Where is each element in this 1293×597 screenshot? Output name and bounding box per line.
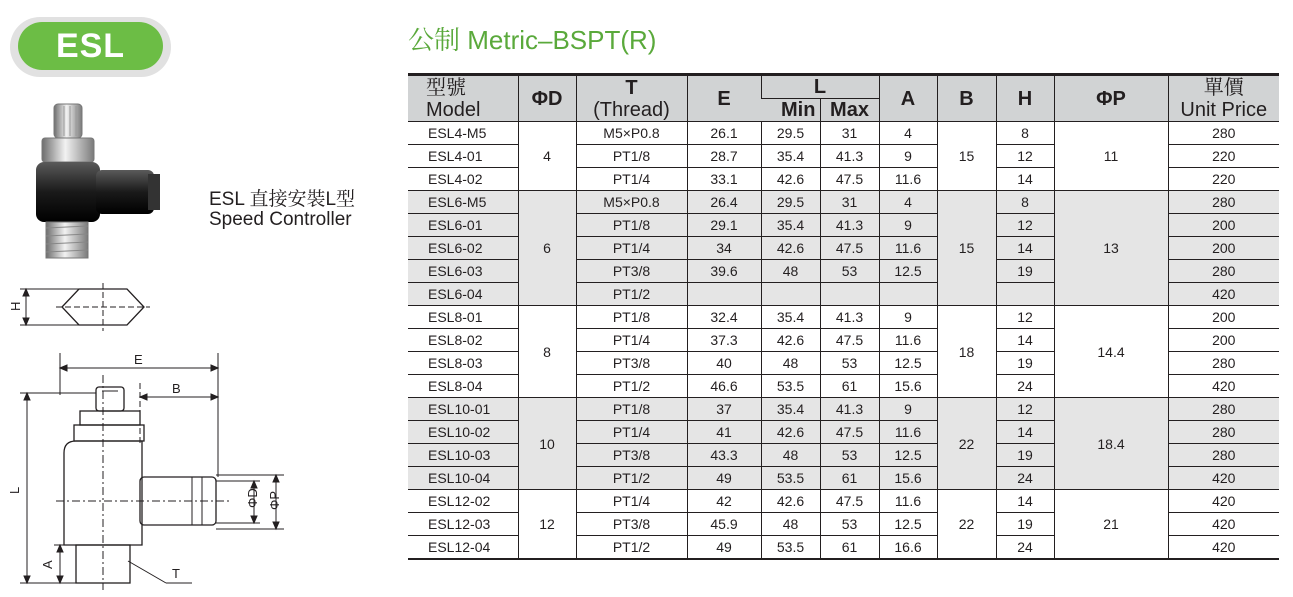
table-row [408,398,1279,421]
cell-model: ESL4-M5 [408,122,518,145]
cell-h: 14 [996,168,1054,191]
cell-h: 24 [996,536,1054,560]
cell-thread: PT3/8 [576,352,687,375]
cell-a: 15.6 [879,467,937,490]
cell-price: 200 [1168,329,1279,352]
cell-p: 13 [1054,191,1168,306]
cell-price: 420 [1168,375,1279,398]
cell-p: 21 [1054,490,1168,560]
cell-a: 11.6 [879,329,937,352]
cell-thread: PT1/8 [576,145,687,168]
cell-a: 15.6 [879,375,937,398]
cell-price: 420 [1168,490,1279,513]
cell-price: 220 [1168,168,1279,191]
cell-a: 4 [879,122,937,145]
cell-thread: PT1/2 [576,283,687,306]
header-e: E [687,75,761,122]
cell-price: 420 [1168,467,1279,490]
cell-h: 12 [996,145,1054,168]
cell-h: 14 [996,490,1054,513]
cell-l-min: 42.6 [761,421,820,444]
cell-e: 39.6 [687,260,761,283]
cell-h: 24 [996,375,1054,398]
header-b: B [937,75,996,122]
cell-d: 10 [518,398,576,490]
cell-d: 4 [518,122,576,191]
cell-a: 16.6 [879,536,937,560]
cell-a: 12.5 [879,444,937,467]
cell-model: ESL6-M5 [408,191,518,214]
cell-h: 24 [996,467,1054,490]
cell-l-min: 29.5 [761,122,820,145]
cell-l-min: 48 [761,444,820,467]
cell-price: 280 [1168,398,1279,421]
cell-l-max [820,283,879,306]
cell-e: 34 [687,237,761,260]
cell-price: 200 [1168,237,1279,260]
cell-price: 220 [1168,145,1279,168]
cell-l-min: 48 [761,352,820,375]
cell-a: 11.6 [879,490,937,513]
cell-thread: PT1/8 [576,214,687,237]
cell-l-max: 41.3 [820,306,879,329]
product-photo [30,100,190,265]
cell-e: 41 [687,421,761,444]
cell-model: ESL12-03 [408,513,518,536]
cell-h: 19 [996,444,1054,467]
cell-thread: PT1/4 [576,168,687,191]
cell-h: 14 [996,421,1054,444]
product-name [209,190,355,230]
header-l-max: Max [820,99,879,122]
cell-h: 14 [996,329,1054,352]
cell-e [687,283,761,306]
cell-b: 22 [937,398,996,490]
cell-h: 8 [996,122,1054,145]
cell-e: 46.6 [687,375,761,398]
dim-label-h: H [8,301,23,311]
cell-l-min: 53.5 [761,375,820,398]
header-d: ΦD [518,75,576,122]
cell-a: 11.6 [879,421,937,444]
cell-price: 280 [1168,352,1279,375]
dim-label-b: B [172,381,181,396]
page-title: 公制 Metric–BSPT(R) [408,25,657,55]
cell-l-min: 42.6 [761,168,820,191]
cell-b: 15 [937,191,996,306]
cell-model: ESL4-02 [408,168,518,191]
cell-h: 19 [996,352,1054,375]
cell-model: ESL8-04 [408,375,518,398]
cell-a: 9 [879,145,937,168]
cell-model: ESL10-03 [408,444,518,467]
cell-l-min: 29.5 [761,191,820,214]
dim-label-d: ΦD [245,488,260,508]
cell-h: 19 [996,260,1054,283]
cell-l-min: 42.6 [761,237,820,260]
cell-model: ESL6-01 [408,214,518,237]
cell-thread: PT3/8 [576,444,687,467]
cell-l-min: 53.5 [761,536,820,560]
table-row [408,490,1279,513]
cell-e: 32.4 [687,306,761,329]
cell-thread: PT1/4 [576,421,687,444]
dim-label-a: A [40,560,55,569]
cell-model: ESL10-01 [408,398,518,421]
header-l: L [761,75,879,99]
cell-d: 6 [518,191,576,306]
cell-l-min: 53.5 [761,467,820,490]
cell-model: ESL10-04 [408,467,518,490]
cell-l-max: 53 [820,352,879,375]
cell-a: 9 [879,214,937,237]
cell-model: ESL12-04 [408,536,518,560]
cell-l-max: 41.3 [820,145,879,168]
header-p: ΦP [1054,75,1168,122]
cell-thread: PT1/4 [576,237,687,260]
cell-thread: PT1/8 [576,306,687,329]
cell-l-min: 48 [761,513,820,536]
table-row [408,122,1279,145]
cell-l-max: 53 [820,513,879,536]
header-model: 型號 Model [408,75,518,122]
cell-l-max: 41.3 [820,398,879,421]
cell-p: 18.4 [1054,398,1168,490]
cell-model: ESL8-01 [408,306,518,329]
cell-d: 8 [518,306,576,398]
cell-thread: PT1/2 [576,536,687,560]
cell-h: 14 [996,237,1054,260]
header-l-min: Min [761,99,820,122]
cell-l-min: 35.4 [761,145,820,168]
cell-e: 42 [687,490,761,513]
cell-l-min: 35.4 [761,214,820,237]
cell-price: 200 [1168,306,1279,329]
cell-l-min: 35.4 [761,306,820,329]
cell-thread: PT1/8 [576,398,687,421]
cell-d: 12 [518,490,576,560]
cell-a: 12.5 [879,352,937,375]
dim-label-t: T [172,566,180,581]
cell-e: 37.3 [687,329,761,352]
cell-price: 280 [1168,191,1279,214]
dim-label-l: L [7,486,22,494]
cell-l-max: 61 [820,375,879,398]
cell-h [996,283,1054,306]
cell-model: ESL6-03 [408,260,518,283]
cell-l-max: 61 [820,467,879,490]
cell-a: 11.6 [879,237,937,260]
cell-price: 280 [1168,421,1279,444]
cell-l-max: 47.5 [820,329,879,352]
cell-h: 19 [996,513,1054,536]
cell-model: ESL12-02 [408,490,518,513]
cell-e: 49 [687,536,761,560]
cell-model: ESL8-02 [408,329,518,352]
cell-model: ESL8-03 [408,352,518,375]
cell-thread: M5×P0.8 [576,191,687,214]
cell-price: 200 [1168,214,1279,237]
cell-l-max: 53 [820,444,879,467]
cell-l-max: 53 [820,260,879,283]
spec-table [408,73,1279,560]
cell-l-max: 41.3 [820,214,879,237]
cell-b: 18 [937,306,996,398]
cell-model: ESL6-04 [408,283,518,306]
cell-e: 26.1 [687,122,761,145]
cell-l-max: 47.5 [820,237,879,260]
series-badge-label: ESL [18,22,163,70]
cell-model: ESL10-02 [408,421,518,444]
cell-h: 8 [996,191,1054,214]
cell-model: ESL4-01 [408,145,518,168]
dim-label-e: E [134,352,143,367]
cell-l-max: 47.5 [820,168,879,191]
cell-thread: PT3/8 [576,513,687,536]
dim-label-p: ΦP [267,490,282,510]
cell-a: 9 [879,398,937,421]
table-row [408,306,1279,329]
cell-model: ESL6-02 [408,237,518,260]
cell-e: 26.4 [687,191,761,214]
cell-l-max: 47.5 [820,490,879,513]
cell-e: 49 [687,467,761,490]
cell-b: 15 [937,122,996,191]
cell-a: 12.5 [879,513,937,536]
cell-l-max: 31 [820,122,879,145]
cell-l-max: 47.5 [820,421,879,444]
product-name-en: Speed Controller [209,209,352,230]
cell-price: 420 [1168,283,1279,306]
cell-thread: PT3/8 [576,260,687,283]
cell-thread: PT1/4 [576,490,687,513]
cell-thread: PT1/2 [576,467,687,490]
cell-p: 11 [1054,122,1168,191]
cell-a: 12.5 [879,260,937,283]
series-badge [10,17,171,77]
cell-thread: PT1/4 [576,329,687,352]
cell-e: 40 [687,352,761,375]
cell-h: 12 [996,214,1054,237]
cell-b: 22 [937,490,996,560]
cell-l-min [761,283,820,306]
cell-thread: M5×P0.8 [576,122,687,145]
header-a: A [879,75,937,122]
cell-a: 11.6 [879,168,937,191]
cell-p: 14.4 [1054,306,1168,398]
cell-price: 420 [1168,513,1279,536]
cell-thread: PT1/2 [576,375,687,398]
dimension-drawing [0,265,300,597]
cell-price: 280 [1168,260,1279,283]
header-h: H [996,75,1054,122]
cell-l-max: 31 [820,191,879,214]
cell-e: 37 [687,398,761,421]
cell-h: 12 [996,398,1054,421]
cell-l-min: 42.6 [761,490,820,513]
cell-l-min: 35.4 [761,398,820,421]
cell-l-min: 48 [761,260,820,283]
cell-e: 45.9 [687,513,761,536]
header-price: 單價 Unit Price [1168,75,1279,122]
product-name-zh: ESL 直接安裝L型 [209,189,356,210]
cell-e: 33.1 [687,168,761,191]
cell-e: 43.3 [687,444,761,467]
cell-e: 28.7 [687,145,761,168]
cell-price: 280 [1168,444,1279,467]
cell-price: 420 [1168,536,1279,560]
cell-a: 9 [879,306,937,329]
cell-a: 4 [879,191,937,214]
cell-e: 29.1 [687,214,761,237]
cell-price: 280 [1168,122,1279,145]
table-row [408,191,1279,214]
header-thread: T (Thread) [576,75,687,122]
cell-a [879,283,937,306]
cell-h: 12 [996,306,1054,329]
cell-l-min: 42.6 [761,329,820,352]
cell-l-max: 61 [820,536,879,560]
